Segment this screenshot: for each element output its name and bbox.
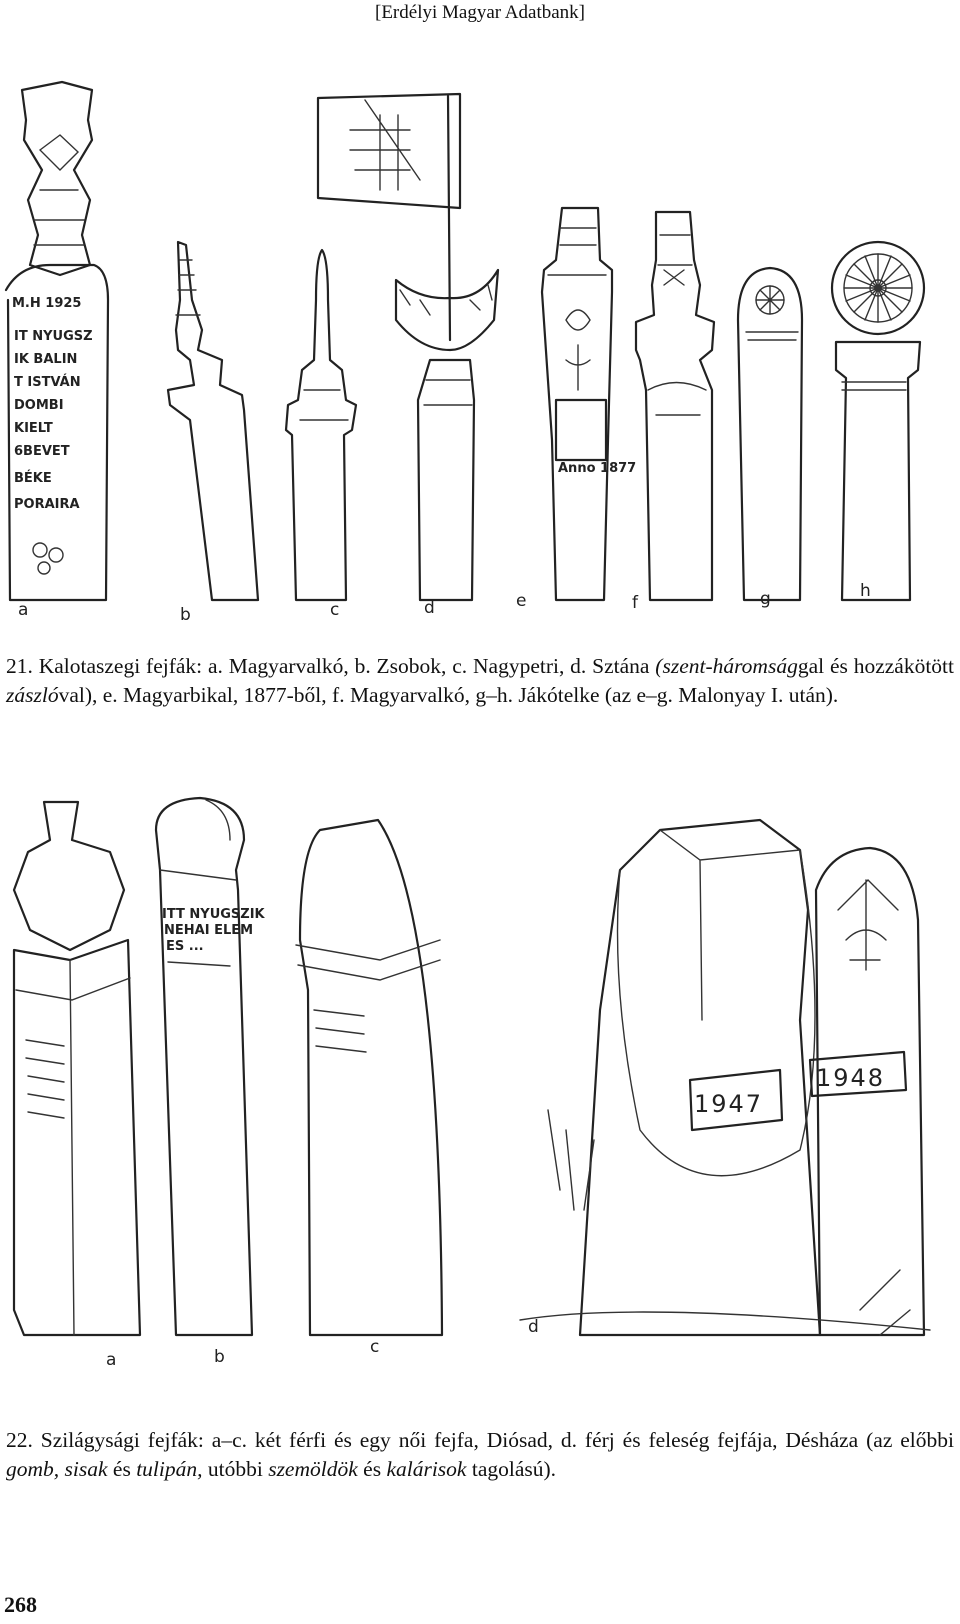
inscription-line: IT NYUGSZ: [14, 329, 93, 344]
headpost-c: [286, 250, 356, 620]
caption-text: utóbbi: [202, 1457, 269, 1481]
inscription-line: ITT NYUGSZIK: [162, 907, 265, 922]
figure-label: c: [370, 1337, 380, 1357]
caption-text: 21. Kalotaszegi fejfák: a. Magyarvalkó, b. Zsobok, c. Nagypetri, d. Sztána: [6, 654, 656, 678]
caption-text: és: [107, 1457, 137, 1481]
figure-2-illustration: [0, 790, 960, 1410]
inscription-line: PORAIRA: [14, 497, 80, 512]
caption-italic: gomb, sisak: [6, 1457, 108, 1481]
inscription-line: BÉKE: [14, 471, 52, 486]
inscription-line: ES ...: [166, 939, 204, 954]
figure-label: d: [528, 1317, 539, 1337]
caption-italic: tulipán,: [136, 1457, 203, 1481]
figure-label: b: [180, 605, 191, 625]
figure-label: a: [18, 600, 29, 620]
headpost-b: [168, 242, 258, 625]
caption-italic: szemöldök: [268, 1457, 358, 1481]
caption-italic: zászló: [6, 683, 59, 707]
inscription-line: KIELT: [14, 421, 53, 436]
figure-1-caption: [6, 652, 954, 710]
figure-1-illustration: [0, 60, 960, 650]
inscription-line: IK BALIN: [14, 352, 78, 367]
figure-label: h: [860, 581, 871, 601]
caption-text: val), e. Magyarbikal, 1877-ből, f. Magyarvalkó, g–h. Jákótelke (az e–g. Malonyay I. után).: [58, 683, 839, 707]
figure-2-caption: [6, 1426, 954, 1484]
inscription-line: 6BEVET: [14, 444, 70, 459]
caption-text: gal és hozzákötött: [797, 654, 954, 678]
headpost-a: [6, 82, 108, 620]
figure-label: c: [330, 600, 340, 620]
caption-text: és: [357, 1457, 387, 1481]
figure-label: b: [214, 1347, 225, 1367]
plate-text: Anno 1877: [558, 461, 637, 476]
caption-text: 22. Szilágysági fejfák: a–c. két férfi és egy női fejfa, Diósad, d. férj és feleség fejfája, Désháza (az előbbi: [6, 1428, 954, 1452]
inscription-line: T ISTVÁN: [14, 375, 81, 390]
year-label: 1947: [694, 1090, 764, 1118]
headpost-f: [632, 212, 714, 613]
figure-label: f: [632, 593, 638, 613]
headpost-2a: [14, 802, 140, 1370]
headpost-g: [738, 268, 802, 609]
headpost-2c: [296, 820, 442, 1357]
inscription-line: NEHAI ELEM: [164, 923, 254, 938]
source-header: [Erdélyi Magyar Adatbank]: [375, 2, 585, 23]
headpost-h: [832, 242, 924, 601]
headpost-e: [516, 208, 636, 611]
inscription-line: M.H 1925: [12, 296, 82, 311]
figure-label: g: [760, 589, 771, 609]
figure-label: e: [516, 591, 527, 611]
caption-text: tagolású).: [466, 1457, 557, 1481]
caption-italic: (szent-háromság: [655, 654, 798, 678]
year-label: 1948: [816, 1064, 886, 1092]
figure-label: a: [106, 1350, 117, 1370]
headpost-2d: [520, 820, 930, 1337]
inscription-line: DOMBI: [14, 398, 64, 413]
figure-label: d: [424, 598, 435, 618]
caption-italic: kalárisok: [386, 1457, 467, 1481]
page-number: 268: [4, 1592, 37, 1617]
headpost-2b: [156, 798, 266, 1367]
